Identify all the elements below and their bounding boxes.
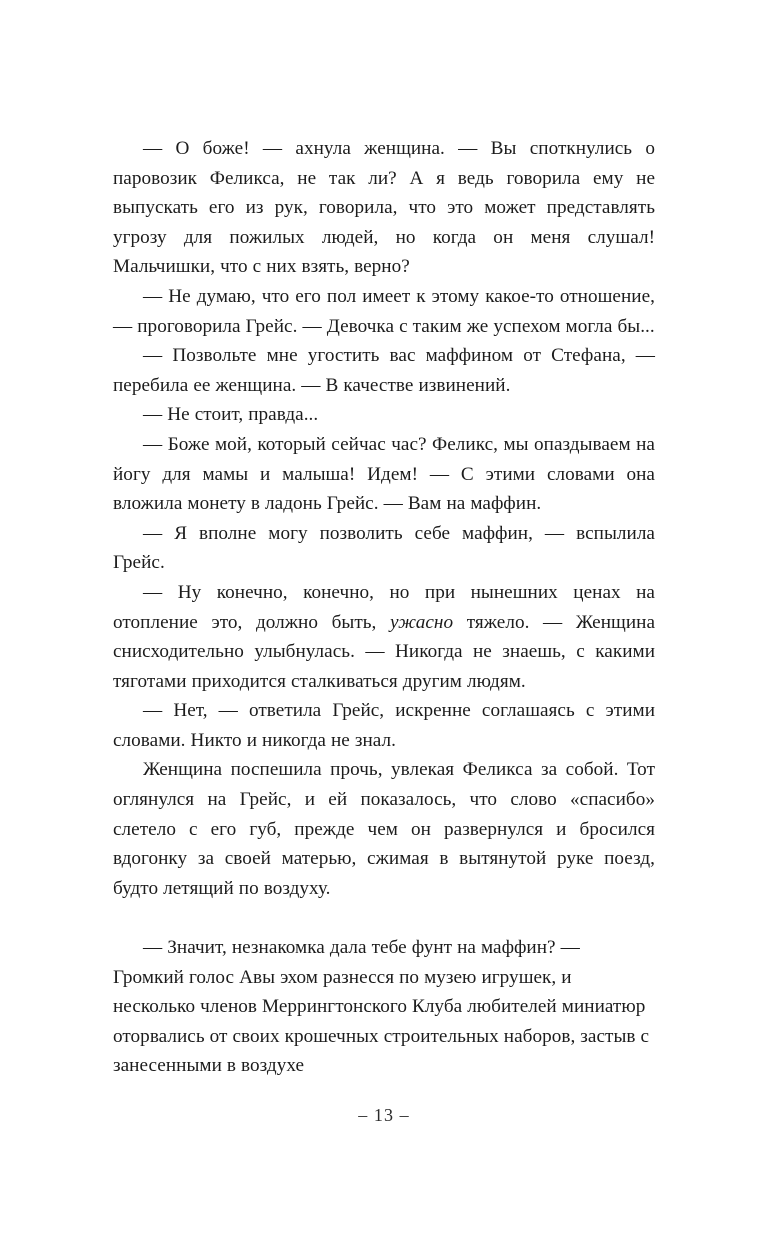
paragraph-6: — Я вполне могу позволить себе маффин, — вспылила Грейс.: [113, 522, 655, 574]
paragraph-4: — Не стоит, правда...: [143, 404, 319, 426]
paragraph-10: — Значит, незнакомка дала тебе фунт на маффин? — Громкий голос Авы эхом разнесся по музею игрушек, и несколько членов Меррингтонского Клуба любителей миниатюр оторвались от своих крошечных строительных наборов, застыв с занесенными в воздухе: [113, 937, 650, 1077]
paragraph-5: — Боже мой, который сейчас час? Феликс, мы опаздываем на йогу для мамы и малыша! Идем! — С этими словами она вложила монету в ладонь Грейс. — Вам на маффин.: [113, 433, 655, 515]
page-text-column: [113, 134, 655, 1081]
scene-break-spacer: [113, 903, 655, 933]
emphasis-uzhasno: ужасно: [390, 611, 454, 633]
paragraph-9: Женщина поспешила прочь, увлекая Феликса за собой. Тот оглянулся на Грейс, и ей показалось, что слово «спасибо» слетело с его губ, прежде чем он развернулся и бросился вдогонку за своей матерью, сжимая в вытянутой руке поезд, будто летящий по воздуху.: [113, 759, 655, 899]
paragraph-7: [113, 578, 655, 696]
paragraph-7-text-before: — Ну конечно, конечно, но при нынешних ценах на отопление это, должно быть,: [113, 581, 655, 633]
paragraph-2: — Не думаю, что его пол имеет к этому какое-то отношение, — проговорила Грейс. — Девочка с таким же успехом могла бы...: [113, 285, 655, 337]
paragraph-7-text-after: тяжело. — Женщина снисходительно улыбнулась. — Никогда не знаешь, с какими тяготами приходится сталкиваться другим людям.: [113, 611, 655, 692]
page-number: – 13 –: [358, 1105, 410, 1125]
paragraph-3: — Позвольте мне угостить вас маффином от Стефана, — перебила ее женщина. — В качестве извинений.: [113, 345, 655, 396]
paragraph-8: — Нет, — ответила Грейс, искренне соглашаясь с этими словами. Никто и никогда не знал.: [113, 700, 655, 751]
paragraph-1: — О боже! — ахнула женщина. — Вы споткнулись о паровозик Феликса, не так ли? А я ведь говорила ему не выпускать его из рук, говорила, что это может представлять угрозу для пожилых людей, но когда он меня слушал! Мальчишки, что с них взять, верно?: [113, 138, 655, 278]
